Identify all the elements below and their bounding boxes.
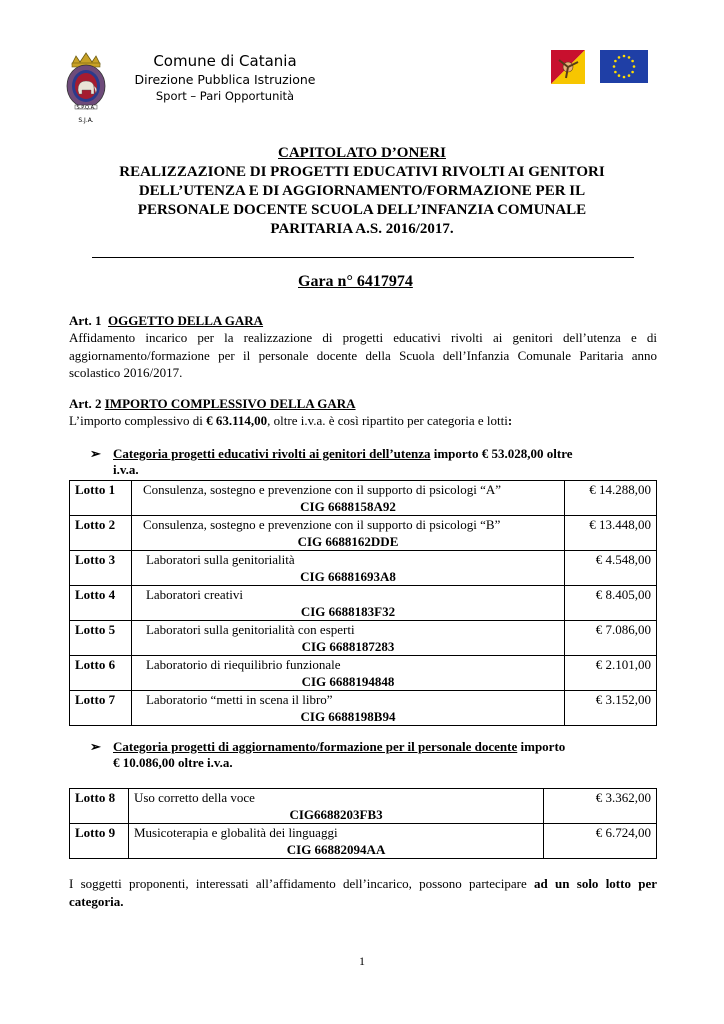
closing-paragraph bbox=[69, 875, 657, 910]
table-row bbox=[70, 789, 657, 824]
title-line-2: REALIZZAZIONE DI PROGETTI EDUCATIVI RIVOLTI AI GENITORI bbox=[119, 164, 605, 180]
lotto-cig: CIG6688203FB3 bbox=[289, 807, 383, 822]
lotto-description: Laboratorio “metti in scena il libro” bbox=[145, 692, 333, 707]
category-2-amount: importo bbox=[517, 739, 566, 754]
lotto-description: Consulenza, sostegno e prevenzione con il supporto di psicologi “B” bbox=[142, 517, 501, 532]
eu-flag-logo bbox=[600, 50, 648, 83]
lotto-description-cell bbox=[131, 621, 564, 656]
lotto-amount: € 7.086,00 bbox=[565, 621, 657, 656]
art2-text-d: : bbox=[507, 413, 513, 428]
document-title bbox=[60, 144, 664, 239]
art2-heading bbox=[69, 396, 356, 412]
category-1-bullet: ➢ bbox=[90, 446, 101, 461]
title-line-4: PERSONALE DOCENTE SCUOLA DELL’INFANZIA COMUNALE bbox=[137, 202, 587, 218]
direzione-name: Direzione Pubblica Istruzione bbox=[134, 72, 316, 87]
table-row bbox=[70, 516, 657, 551]
lotto-label: Lotto 4 bbox=[70, 586, 132, 621]
lotto-description: Laboratori creativi bbox=[145, 587, 244, 602]
category-2-heading bbox=[113, 739, 658, 771]
lotto-cig: CIG 66881693A8 bbox=[300, 569, 396, 584]
lotto-cig: CIG 6688162DDE bbox=[297, 534, 399, 549]
category-1-label: Categoria progetti educativi rivolti ai genitori dell’utenza bbox=[113, 446, 431, 461]
table-row bbox=[70, 586, 657, 621]
sicily-flag-logo bbox=[551, 50, 585, 84]
category-1-amount: importo € 53.028,00 oltre bbox=[430, 446, 573, 461]
lotto-label: Lotto 2 bbox=[70, 516, 132, 551]
lotto-description-cell bbox=[131, 691, 564, 726]
category-2-iva: € 10.086,00 oltre i.v.a. bbox=[113, 755, 233, 770]
lotto-label: Lotto 3 bbox=[70, 551, 132, 586]
category-2-label: Categoria progetti di aggiornamento/formazione per il personale docente bbox=[113, 739, 518, 754]
lotto-amount: € 2.101,00 bbox=[565, 656, 657, 691]
lotto-cig: CIG 6688187283 bbox=[301, 639, 395, 654]
art1-number: Art. 1 bbox=[69, 313, 102, 328]
lotto-description-cell bbox=[131, 551, 564, 586]
comune-name: Comune di Catania bbox=[153, 52, 297, 70]
lotto-cig: CIG 6688183F32 bbox=[300, 604, 396, 619]
lotto-label: Lotto 7 bbox=[70, 691, 132, 726]
lotto-description: Uso corretto della voce bbox=[133, 790, 255, 805]
lotto-cig: CIG 6688194848 bbox=[301, 674, 395, 689]
lotto-amount: € 4.548,00 bbox=[565, 551, 657, 586]
lotto-label: Lotto 8 bbox=[70, 789, 129, 824]
lotto-cig: CIG 6688198B94 bbox=[300, 709, 396, 724]
lotto-description-cell bbox=[128, 789, 543, 824]
lotto-description: Laboratori sulla genitorialità bbox=[145, 552, 295, 567]
art1-text: Affidamento incarico per la realizzazione di progetti educativi rivolti ai genitori dell’utenza e di aggiornamento/formazione per il personale docente della Scuola dell’Infanzia Comunale Paritaria anno scolastico 2016/2017. bbox=[69, 330, 657, 380]
art1-title: OGGETTO DELLA GARA bbox=[108, 313, 264, 328]
art1-heading bbox=[69, 313, 263, 329]
table-row bbox=[70, 824, 657, 859]
table-row bbox=[70, 656, 657, 691]
art2-total: € 63.114,00 bbox=[206, 413, 268, 428]
lotto-description-cell bbox=[131, 656, 564, 691]
art2-title: IMPORTO COMPLESSIVO DELLA GARA bbox=[104, 396, 356, 411]
crest-initials: S.J.A. bbox=[78, 117, 94, 124]
lotto-description: Musicoterapia e globalità dei linguaggi bbox=[133, 825, 338, 840]
lotto-amount: € 14.288,00 bbox=[565, 481, 657, 516]
lotto-label: Lotto 6 bbox=[70, 656, 132, 691]
lotto-description: Consulenza, sostegno e prevenzione con il supporto di psicologi “A” bbox=[142, 482, 502, 497]
closing-text: I soggetti proponenti, interessati all’affidamento dell’incarico, possono partecipare bbox=[69, 876, 535, 891]
page-number: 1 bbox=[359, 954, 365, 968]
title-line-5: PARITARIA A.S. 2016/2017. bbox=[270, 221, 454, 237]
lotto-description: Laboratorio di riequilibrio funzionale bbox=[145, 657, 341, 672]
lotti-table-2 bbox=[69, 788, 657, 859]
table-row bbox=[70, 481, 657, 516]
crest-motto: S.P.Q.A. bbox=[76, 105, 96, 111]
lotto-cig: CIG 6688158A92 bbox=[300, 499, 396, 514]
table-row bbox=[70, 621, 657, 656]
lotto-description-cell bbox=[128, 824, 543, 859]
title-divider bbox=[92, 257, 634, 258]
lotto-description: Laboratori sulla genitorialità con esperti bbox=[145, 622, 355, 637]
lotto-description-cell bbox=[131, 481, 564, 516]
lotto-amount: € 6.724,00 bbox=[544, 824, 657, 859]
category-1-iva: i.v.a. bbox=[113, 462, 139, 477]
lotto-amount: € 3.152,00 bbox=[565, 691, 657, 726]
lotto-amount: € 13.448,00 bbox=[565, 516, 657, 551]
table-row bbox=[70, 551, 657, 586]
sport-name: Sport – Pari Opportunità bbox=[155, 89, 295, 103]
lotto-cig: CIG 66882094AA bbox=[286, 842, 386, 857]
lotto-description-cell bbox=[131, 586, 564, 621]
title-line-3: DELL’UTENZA E DI AGGIORNAMENTO/FORMAZIONE PER IL bbox=[138, 183, 586, 199]
lotto-label: Lotto 5 bbox=[70, 621, 132, 656]
art2-text bbox=[69, 413, 512, 429]
lotto-amount: € 8.405,00 bbox=[565, 586, 657, 621]
lotto-amount: € 3.362,00 bbox=[544, 789, 657, 824]
gara-number: Gara n° 6417974 bbox=[298, 273, 413, 290]
table-row bbox=[70, 691, 657, 726]
closing-text-bold: ad un solo lotto per categoria. bbox=[69, 876, 657, 909]
lotto-label: Lotto 1 bbox=[70, 481, 132, 516]
art2-text-c: , oltre i.v.a. è così ripartito per categoria e lotti bbox=[267, 413, 508, 428]
lotto-description-cell bbox=[131, 516, 564, 551]
category-1-heading bbox=[113, 446, 658, 478]
art2-number: Art. 2 bbox=[69, 396, 102, 411]
category-2-bullet: ➢ bbox=[90, 739, 101, 754]
art2-text-a: L’importo complessivo di bbox=[69, 413, 207, 428]
lotto-label: Lotto 9 bbox=[70, 824, 129, 859]
title-line-1: CAPITOLATO D’ONERI bbox=[278, 145, 446, 161]
lotti-table-1 bbox=[69, 480, 657, 726]
